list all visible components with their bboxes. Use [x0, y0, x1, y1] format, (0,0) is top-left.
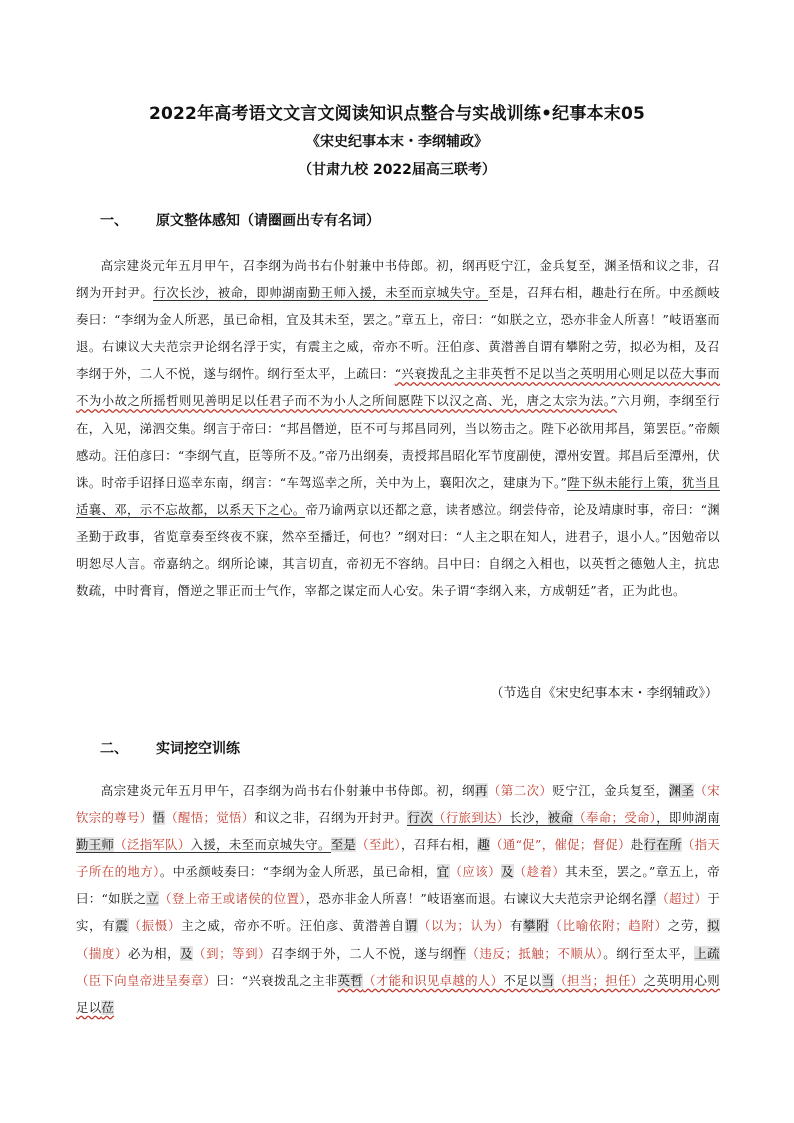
- section-2-number: 二、: [100, 741, 128, 757]
- keyword: 莅: [101, 999, 115, 1015]
- text-run: 召李纲于外，二人不悦，遂与纲: [271, 945, 454, 961]
- gloss: （登上帝王或诸侯的位置）: [159, 891, 306, 907]
- keyword: 至是: [330, 837, 357, 853]
- text-run: 必为相，: [128, 945, 181, 961]
- original-text: [76, 252, 720, 662]
- section-1-heading: [100, 210, 380, 230]
- gloss: （担当；担任）: [554, 972, 644, 988]
- gloss: （泛指军队）: [114, 837, 191, 853]
- text-run: 。纲行至太平，: [603, 945, 695, 961]
- underlined-sentence: 行次长沙，被命，即帅湖南勤王师入援，未至而京城失守。: [153, 285, 489, 301]
- text-run: 曰：“兴衰拨乱之主非: [216, 972, 338, 988]
- keyword: 拟: [707, 918, 720, 934]
- section-1-number: 一、: [100, 213, 128, 229]
- keyword: 忤: [453, 945, 467, 961]
- keyword: 行在所: [643, 837, 682, 853]
- text-run: 高宗建炎元年五月甲午，召李纲为尚书右仆射兼中书侍郎。初，纲: [100, 783, 476, 798]
- gloss: （超过）: [656, 891, 708, 907]
- gloss: （宋钦宗的尊号）: [76, 783, 721, 826]
- section-2-heading: [100, 738, 240, 758]
- keyword: 谓: [404, 918, 418, 934]
- gloss: （比喻依附；趋附）: [549, 918, 668, 934]
- keyword: 英哲: [337, 972, 364, 988]
- section-1-title: 原文整体感知（请圈画出专有名词）: [156, 213, 380, 229]
- gloss: （醒悟；觉悟）: [165, 810, 255, 826]
- text-run: 之英明用心则足以: [76, 972, 720, 1015]
- keyword: 及: [180, 945, 194, 961]
- section-2-title: 实词挖空训练: [156, 741, 240, 757]
- keyword: 及: [500, 864, 514, 880]
- keyword: 宜: [436, 864, 450, 880]
- gloss: （趁着）: [513, 864, 566, 880]
- text-run: 。中丞颜岐奏曰：“李纲为金人所恶，虽已命相，: [159, 864, 437, 880]
- gloss: （应该）: [449, 864, 501, 880]
- gloss: （臣下向皇帝进呈奏章）: [76, 972, 217, 988]
- gloss: （以为；认为）: [417, 918, 510, 934]
- gloss: （通“促”，催促；督促）: [490, 837, 631, 853]
- text-run: 赴: [630, 837, 644, 853]
- keyword: 震: [115, 918, 129, 934]
- gloss: （行旅到达）: [432, 810, 510, 826]
- text-run: 高宗建炎元年五月甲午，召李纲为尚书右仆射兼中书侍郎。初，纲再贬宁江，金兵复至，渊圣悟和议之非，召纲为开封尹。: [76, 258, 720, 301]
- keyword: 悟: [152, 810, 166, 826]
- keyword: 被命: [547, 810, 574, 826]
- text-run: 至是，召拜右相，趣赴行在所。中丞颜岐奏曰：“李纲为金人所恶，虽已命相，宜及其未至，罢之。”章五上，帝曰：“如朕之立，恐亦非金人所喜！”岐语塞而退。右谏议大夫范宗尹论纲名浮于实，有震主之威，帝亦不听。汪伯彦、黄潜善自谓有攀附之劳，拟必为相，及召李纲于外，二人不悦，遂与纲忤。纲行至太平，上疏曰：: [76, 285, 720, 382]
- exam-source: （甘肃九校 2022届高三联考）: [298, 162, 496, 178]
- gloss: （至此）: [356, 837, 401, 853]
- text-run: 入援，未至而京城失守。: [190, 837, 331, 853]
- keyword: 上疏: [694, 945, 720, 961]
- gloss: （振慑）: [128, 918, 182, 934]
- text-run: 长沙，: [509, 810, 548, 826]
- wavy-underlined-sentence: “兴衰拨乱之主非英哲不足以当之英明用心则足以莅大事而不为小故之所摇哲则见善明足以任君子而不为小人之所间愿陛下以汉之高、光，唐之太宗为法。”: [76, 366, 721, 409]
- annotated-paragraph: [76, 777, 720, 1021]
- gloss: （第二次）: [487, 783, 553, 798]
- gloss: （违反；抵触；不顺从）: [466, 945, 604, 961]
- underlined-sentence: 陛下纵未能行上策，犹当且适襄、邓，示不忘故都，以系天下之心。: [76, 474, 720, 517]
- keyword: 行次: [407, 810, 433, 826]
- keyword: 当: [541, 972, 555, 988]
- keyword: 浮: [643, 891, 657, 907]
- subtitle: 《宋史纪事本末・李纲辅政》: [306, 134, 488, 150]
- text-run: 不足以: [503, 972, 542, 988]
- text-run: 帝乃谕两京以还都之意，读者感泣。纲尝侍帝，论及靖康时事，帝曰：“渊圣勤于政事，省览章奏至终夜不寐，然卒至播迁，何也？”纲对曰：“人主之职在知人，进君子，退小人。”因勉帝以明恕尽人言。帝嘉纳之。纲所论谏，其言切直，帝初无不容纳。吕中曰：自纲之入相也，以英哲之德勉人主，抗忠数疏，中时膏肓，僭逆之罪正而士气作，宰都之谋定而人心安。朱子谓“李纲入来，方成朝廷”者，正为此也。: [76, 501, 720, 599]
- gloss: （指天子所在的地方）: [76, 837, 720, 880]
- main-title: 2022年高考语文文言文阅读知识点整合与实战训练•纪事本末05: [148, 104, 646, 124]
- gloss: （才能和识见卓越的人）: [363, 972, 504, 988]
- keyword: 勤王师: [76, 837, 115, 853]
- keyword: 再: [475, 783, 488, 798]
- text-run: 主之威，帝亦不听。汪伯彦、黄潜善自: [181, 918, 405, 934]
- keyword: 渊圣: [668, 783, 695, 798]
- keyword: 趣: [477, 837, 491, 853]
- gloss: （揣度）: [76, 945, 129, 961]
- gloss: （奉命；受命）: [573, 810, 657, 826]
- text-run: 其未至，罢之。”章五上，帝曰：“如朕之: [76, 864, 720, 907]
- text-run: 六月朔，李纲至行在，入见，涕泗交集。纲言于帝曰：“邦昌僭逆，臣不可与邦昌同列，当以笏击之。陛下必欲用邦昌，第罢臣。”帝颇感动。汪伯彦曰：“李纲气直，臣等所不及。”帝乃出纲奏，责授邦昌昭化军节度副使，潭州安置。邦昌后至潭州，伏诛。时帝手诏择日巡幸东南，纲言：“车驾巡幸之所，关中为上，襄阳次之，建康为下。”: [76, 393, 720, 490]
- text-run: 于实，有: [76, 891, 721, 934]
- gloss: （到；等到）: [193, 945, 272, 961]
- text-run: 和议之非，召纲为开封尹。: [254, 810, 408, 826]
- annotated-text: [76, 777, 720, 1027]
- original-paragraph: [76, 252, 720, 604]
- text-run: ，恐亦非金人所喜！”岐语塞而退。右谏议大夫范宗尹论纲名: [305, 891, 644, 907]
- source-citation: （节选自《宋史纪事本末・李纲辅政》）: [490, 686, 718, 701]
- text-run: 之劳，: [667, 918, 708, 934]
- text-run: ，召拜右相，: [400, 837, 478, 853]
- text-run: 有: [510, 918, 524, 934]
- keyword: 立: [146, 891, 160, 907]
- keyword: 攀附: [523, 918, 550, 934]
- text-run: ，即帅湖南: [656, 810, 720, 826]
- text-run: 贬宁江，金兵复至，: [552, 783, 669, 798]
